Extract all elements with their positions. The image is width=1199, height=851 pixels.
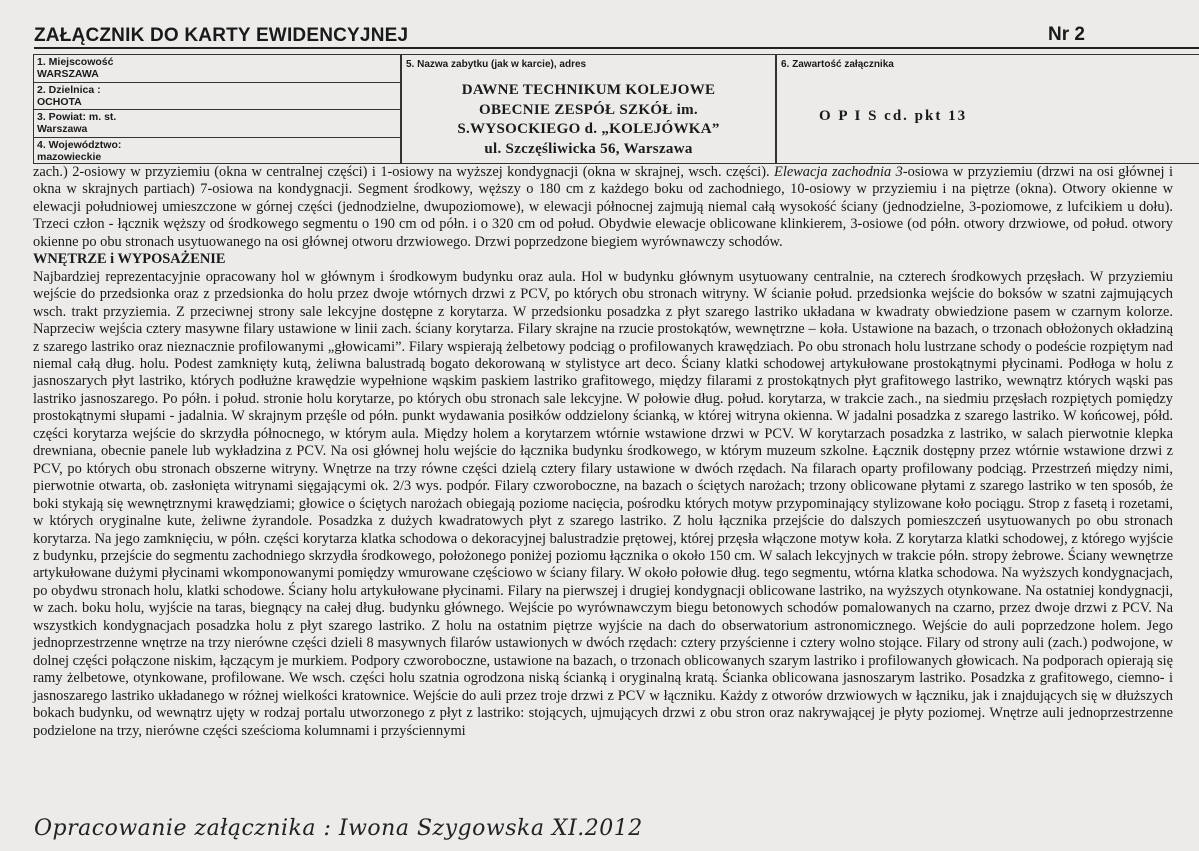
section-heading: WNĘTRZE i WYPOSAŻENIE bbox=[33, 251, 226, 268]
dzielnica-cell bbox=[34, 83, 400, 111]
document-title: ZAŁĄCZNIK DO KARTY EWIDENCYJNEJ bbox=[34, 25, 409, 46]
location-box bbox=[33, 54, 401, 164]
monument-name-box bbox=[401, 54, 776, 164]
document-number: Nr 2 bbox=[1048, 24, 1085, 45]
miejscowosc-cell bbox=[34, 55, 400, 83]
contents-value: O P I S cd. pkt 13 bbox=[819, 108, 968, 124]
body-text bbox=[33, 164, 1173, 740]
wojewodztwo-cell bbox=[34, 138, 400, 166]
handwritten-signature: Opracowanie załącznika : Iwona Szygowska XI.2012 bbox=[34, 816, 643, 841]
dzielnica-label: 2. Dzielnica : bbox=[37, 83, 101, 96]
monument-name-label: 5. Nazwa zabytku (jak w karcie), adres bbox=[406, 59, 587, 70]
contents-box bbox=[776, 54, 1199, 164]
miejscowosc-label: 1. Miejscowość bbox=[37, 56, 114, 68]
powiat-cell bbox=[34, 110, 400, 138]
monument-name-line2: OBECNIE ZESPÓŁ SZKÓŁ im. bbox=[479, 101, 698, 118]
italic-phrase: Elewacja zachodnia 3 bbox=[774, 164, 903, 180]
miejscowosc-value: WARSZAWA bbox=[37, 68, 99, 80]
monument-name bbox=[402, 81, 775, 159]
monument-name-line1: DAWNE TECHNIKUM KOLEJOWE bbox=[461, 82, 716, 98]
paragraph-interior: Najbardziej reprezentacyjnie opracowany hol w głównym i środkowym budynku oraz aula. Hol w budynku głównym usytuowany centralnie, na czterech środkowych przęsłach. W przyziemiu wejście do przedsionka oraz z przedsionka do holu przez dwoje wtórnych drzwi z PCV, po których obu stronach witryny. W ścianie połud. przedsionka wejście do boksów w szatni zajmujących wsch. trakt przyziemia. Z przeciwnej strony sale lekcyjne dostępne z korytarza. W przedsionku posadzka z płyt szarego lastriko układana w kwadraty obwiedzione pasem w czarnym kolorze. Naprzeciw wejścia cztery masywne filary ustawione w linii zach. ściany korytarza. Filary skrajne na rzucie prostokątów, wewnętrzne – koła. Ustawione na bazach, o trzonach obłożonych okładziną z szarego lastriko oraz nieznacznie profilowanymi „głowicami”. Filary wspierają żelbetowy podciąg o profilowanych krawędziach. Po obu stronach holu lustrzane schody o podeście rozpiętym nad niemal całą dług. holu. Podest zamknięty kutą, żeliwna balustradą bogato dekorowaną w stylistyce art deco. Ściany klatki schodowej artykułowane prostokątnymi płycinami. Podłoga w holu z jasnoszarych płyt lastriko, których podłużne krawędzie wypełnione wąskim paskiem lastriko grafitowego, między filarami z prostokątnych płyt grafitowego lastriko, wewnątrz których wąski pas lastriko jasnoszarego. Po półn. i połud. stronie holu korytarze, po których obu stronach sale lekcyjne. W połowie dług. połud. korytarza, w trakcie zach., na siedmiu przęsłach rozpiętych pomiędzy prostokątnymi słupami - jadalnia. W skrajnym przęśle od półn. punkt wydawania posiłków oddzielony ścianką, w której witryna okienna. W jadalni posadzka z szarego lastriko. W końcowej, półd. części korytarza wejście do skrzydła północnego, w którym aula. Między holem a korytarzem wtórnie wstawione drzwi w PCV. W korytarzach posadzka z lastriko, w salach pierwotnie klepka drewniana, obecnie panele lub wykładzina z PCV. Na osi głównej holu wejście do łącznika budynku środkowego, w którym muzeum szkolne. Łącznik dostępny przez wtórnie wstawione drzwi z PCV, po których obu stronach obszerne witryny. Wnętrze na trzy równe części dzielą cztery filary ustawione w dwóch rzędach. Na filarach oparty profilowany podciąg. Przestrzeń między nimi, pierwotnie otwarta, ob. zasłonięta witrynami sięgającymi ok. 2/3 wys. podpór. Filary czworoboczne, na bazach o ściętych narożach; trzony oblicowane płytami z szarego lastriko w ten sposób, że boki stykają się wewnętrznymi krawędziami; głowice o ściętych narożach obiegają poziome nacięcia, pośrodku których motyw przypominający stylizowane koło pociągu. Strop z fasetą i rozetami, w których oryginalne kute, żeliwne żyrandole. Posadzka z dużych kwadratowych płyt z szarego lastriko. Z holu łącznika przejście do dalszych pomieszczeń usytuowanych po obu stronach korytarza. Na jego zamknięciu, w półn. części korytarza klatka schodowa o dekoracyjnej balustradzie prętowej, której przęsła włączone motyw koła. Z korytarza klatki schodowej, z którego wyjście z budynku, przejście do segmentu zachodniego skrzydła środkowego, położonego poniżej poziomu łącznika o około 150 cm. W salach lekcyjnych w trakcie półn. stropy żebrowe. Ściany wewnętrze artykułowane dużymi płycinami wkomponowanymi pomiędzy wmurowane częściowo w ściany filary. W około połowie dług. tego segmentu, wtórna klatka schodowa. Na wyższych kondygnacjach, po obydwu stronach holu, klatki schodowe. Ściany holu artykułowane płycinami. Filary na pierwszej i drugiej kondygnacji oblicowane lastriko, na wyższych otynkowane. Na ostatniej kondygnacji, w zach. boku holu, wyjście na taras, biegnący na całej dług. budynku głównego. Wejście po wyrównawczym biegu betonowych schodów pomalowanych na czarno, przez dwoje drzwi z PCV. Na wszystkich kondygnacjach posadzka holu z płyt szarego lastriko. Z holu na ostatnim piętrze wyjście na dach do obserwatorium astronomicznego. Wejście do auli poprzedzone holem. Jego jednoprzestrzenne wnętrze na trzy nierówne części dzieli 8 masywnych filarów ustawionych w dwóch rzędach: cztery przyścienne i cztery wolno stojące. Filary od strony auli (zach.) podwojone, w dolnej części połączone niskim, łączącym je murkiem. Podpory czworoboczne, ustawione na bazach, o trzonach oblicowanych szarym lastriko i profilowanych głowicach. Na podporach opierają się ramy żelbetowe, otynkowane, profilowane. We wsch. części holu szatnia ogrodzona niską ścianką i oryginalną kratą. Ścianka oblicowana jasnoszarym lastriko. Posadzka z grafitowego, ciemno- i jasnoszarego lastriko układanego w różnej wielkości kratownice. Wejście do auli przez troje drzwi z PCV w łączniku. Każdy z otworów drzwiowych w łączniku, jak i znajdujących się w dłuższych bokach budynku, od wewnątrz ujęty w rodzaj portalu utworzonego z płyt z lastriko: stojących, ujmujących drzwi z obu stron oraz nakrywającej je płyty poziomej. Wnętrze auli jednoprzestrzenne podzielone na trzy, nierówne części sześcioma kolumnami i przyściennymi bbox=[33, 268, 1173, 739]
title-underline bbox=[34, 47, 1199, 49]
monument-address: ul. Szczęśliwicka 56, Warszawa bbox=[484, 140, 693, 157]
wojewodztwo-label: 4. Województwo: bbox=[37, 138, 122, 151]
dzielnica-value: OCHOTA bbox=[37, 95, 82, 108]
powiat-label: 3. Powiat: m. st. bbox=[37, 111, 117, 123]
monument-name-line3: S.WYSOCKIEGO d. „KOLEJÓWKA” bbox=[457, 121, 720, 137]
powiat-value: Warszawa bbox=[37, 123, 88, 135]
wojewodztwo-value: mazowieckie bbox=[37, 150, 102, 163]
contents-label: 6. Zawartość załącznika bbox=[781, 59, 894, 70]
paragraph-elevations: zach.) 2-osiowy w przyziemiu (okna w centralnej części) i 1-osiowy na wyższej kondygnacji (okna w skrajnej, wsch. części). Elewacja zachodnia 3-osiowa w przyziemiu (drzwi na osi głównej i okna w skrajnych partiach) 7-osiowa na kondygnacji. Segment środkowy, węższy o 180 cm z każdego boku od zachodniego, 10-osiowy w przyziemiu i na piętrze (okna). Otwory okienne w elewacji południowej umieszczone w górnej części (jednodzielne, dwupoziomowe), w elewacji północnej zajmują niemal całą wysokość ściany (jednodzielne, 3-poziomowe, z lufcikiem u dołu). Trzeci człon - łącznik węższy od środkowego segmentu o 190 cm od półn. i o 320 cm od połud. Obydwie elewacje oblicowane klinkierem, 3-osiowe (od półn. otwory drzwiowe, od połud. otwory okienne po obu stronach usytuowanego na osi głównej otworu drzwiowego. Drzwi poprzedzone biegiem wyrównawczy schodów. bbox=[33, 164, 1173, 250]
